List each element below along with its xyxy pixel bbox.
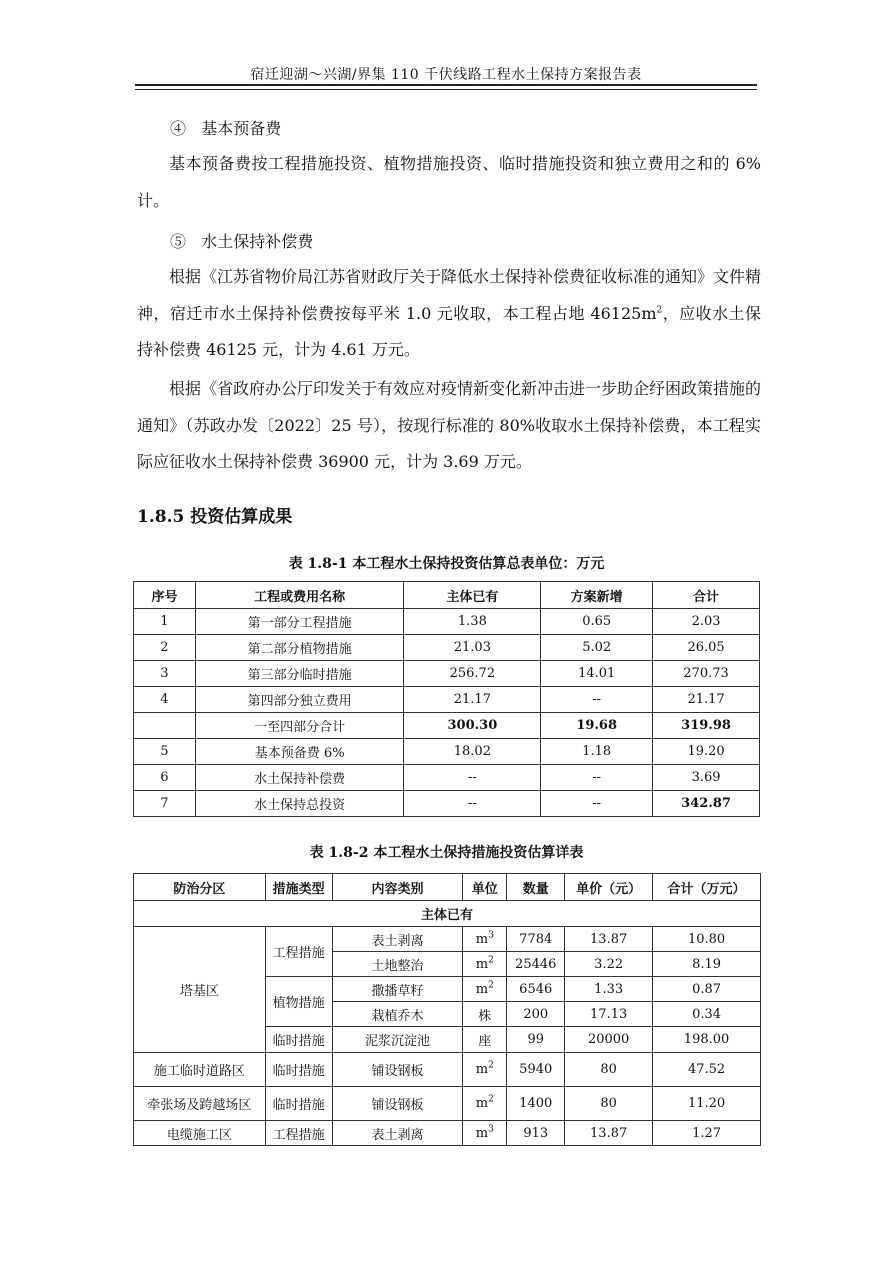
measure-type-cell: 工程措施 [265, 1121, 332, 1146]
unit-cell [463, 952, 507, 977]
table-cell: 3.69 [653, 765, 760, 791]
table-cell: 99 [507, 1027, 565, 1053]
table-row [134, 1053, 761, 1087]
table-cell: 铺设钢板 [332, 1053, 463, 1087]
table-cell: 200 [507, 1002, 565, 1027]
table-cell: -- [404, 765, 541, 791]
table-cell: 铺设钢板 [332, 1087, 463, 1121]
item-5-heading [170, 229, 313, 252]
table2-header-cell: 措施类型 [265, 874, 332, 901]
table-row [134, 765, 760, 791]
table-cell: 13.87 [565, 1121, 653, 1146]
table-cell: 表土剥离 [332, 927, 463, 952]
item-5-text [137, 259, 761, 369]
table-cell: 6 [134, 765, 196, 791]
unit-text: m [475, 1125, 489, 1141]
unit-cell: 座 [463, 1027, 507, 1053]
unit-cell: 株 [463, 1002, 507, 1027]
table-cell: 4 [134, 687, 196, 713]
table2-subheader: 主体已有 [134, 901, 761, 927]
table-row [134, 687, 760, 713]
table-cell: 0.87 [653, 977, 761, 1002]
table-cell: 第一部分工程措施 [195, 609, 404, 635]
table-cell: 1.38 [404, 609, 541, 635]
table-cell: 21.17 [653, 687, 760, 713]
item-4-text: 基本预备费按工程措施投资、植物措施投资、临时措施投资和独立费用之和的 6%计。 [137, 154, 761, 210]
table-cell: 1.18 [541, 739, 653, 765]
table2-caption: 表 1.8-2 本工程水土保持措施投资估算详表 [309, 845, 584, 861]
table-cell: 一至四部分合计 [195, 713, 404, 739]
table-cell: -- [541, 687, 653, 713]
table-cell: 342.87 [653, 791, 760, 817]
unit-text: m [475, 1096, 489, 1111]
table-cell: -- [541, 791, 653, 817]
unit-text: m [475, 956, 489, 972]
table-cell: 14.01 [541, 661, 653, 687]
table-cell: 5.02 [541, 635, 653, 661]
zone-cell: 电缆施工区 [134, 1121, 266, 1146]
table-cell: 19.68 [541, 713, 653, 739]
table-row [134, 1087, 761, 1121]
table1-header-cell: 主体已有 [404, 582, 541, 609]
table2-header-row [134, 874, 761, 901]
table-cell: 1.33 [565, 977, 653, 1002]
table2-header-cell: 数量 [507, 874, 565, 901]
measure-type-cell: 临时措施 [265, 1027, 332, 1053]
item-4-heading [170, 116, 281, 139]
measure-type-cell: 临时措施 [265, 1087, 332, 1121]
table-cell: 0.65 [541, 609, 653, 635]
table-cell: 256.72 [404, 661, 541, 687]
table-cell: 水土保持总投资 [195, 791, 404, 817]
item-4-title: 基本预备费 [201, 119, 282, 138]
item-5-sup: 2 [656, 305, 663, 316]
table-cell: 泥浆沉淀池 [332, 1027, 463, 1053]
unit-cell [463, 977, 507, 1002]
table-row [134, 609, 760, 635]
table-cell [134, 713, 196, 739]
section-heading: 1.8.5 投资估算成果 [137, 507, 293, 527]
table-cell: 栽植乔木 [332, 1002, 463, 1027]
table1-header-cell: 方案新增 [541, 582, 653, 609]
table-cell: 11.20 [653, 1087, 761, 1121]
table-cell: 1.27 [653, 1121, 761, 1146]
measure-type-cell: 工程措施 [265, 927, 332, 977]
table-cell: 第二部分植物措施 [195, 635, 404, 661]
table-row [134, 1121, 761, 1146]
table-cell: 7 [134, 791, 196, 817]
table1-header-cell: 序号 [134, 582, 196, 609]
item-5-text-a: 根据《江苏省物价局江苏省财政厅关于降低水土保持补偿费征收标准的通知》文件精神，宿迁市水土保持补偿费按每平米 1.0 元收取，本工程占地 46125m [137, 267, 762, 323]
zone-cell: 施工临时道路区 [134, 1053, 266, 1087]
table-cell: 第三部分临时措施 [195, 661, 404, 687]
table-cell: 7784 [507, 927, 565, 952]
unit-sup: 3 [488, 930, 494, 941]
unit-cell [463, 927, 507, 952]
unit-cell [463, 1121, 507, 1146]
table-cell: 2.03 [653, 609, 760, 635]
table1-header-row [134, 582, 760, 609]
unit-sup: 2 [488, 1060, 494, 1071]
table-cell: 撒播草籽 [332, 977, 463, 1002]
table-cell: 319.98 [653, 713, 760, 739]
item-5-marker: ⑤ [170, 232, 187, 251]
table-cell: 80 [565, 1053, 653, 1087]
table-cell: 80 [565, 1087, 653, 1121]
table-cell: 17.13 [565, 1002, 653, 1027]
header-rule-thin [135, 89, 757, 90]
table-cell: 2 [134, 635, 196, 661]
unit-sup: 2 [488, 980, 494, 991]
unit-cell [463, 1087, 507, 1121]
investment-summary-table [133, 581, 760, 817]
table-row [134, 739, 760, 765]
table-cell: 8.19 [653, 952, 761, 977]
unit-sup: 2 [488, 955, 494, 966]
table-cell: 270.73 [653, 661, 760, 687]
table-cell: 表土剥离 [332, 1121, 463, 1146]
table-row [134, 635, 760, 661]
table-cell: 18.02 [404, 739, 541, 765]
table-cell: -- [541, 765, 653, 791]
table-cell: 土地整治 [332, 952, 463, 977]
table-cell: 300.30 [404, 713, 541, 739]
table-cell: 913 [507, 1121, 565, 1146]
unit-text: m [475, 931, 489, 947]
table2-subheader-row [134, 901, 761, 927]
table-cell: 水土保持补偿费 [195, 765, 404, 791]
measure-type-cell: 植物措施 [265, 977, 332, 1027]
table2-header-cell: 单价（元） [565, 874, 653, 901]
table2-header-cell: 单位 [463, 874, 507, 901]
table-cell: 6546 [507, 977, 565, 1002]
table-row-total [134, 791, 760, 817]
table-cell: 25446 [507, 952, 565, 977]
unit-text: m [475, 1062, 489, 1077]
table-cell: 20000 [565, 1027, 653, 1053]
table-cell: 5940 [507, 1053, 565, 1087]
item-5-text-b: ，应收水土保持补偿费 46125 元，计为 4.61 万元。 [137, 303, 761, 359]
table-cell: 13.87 [565, 927, 653, 952]
table2-header-cell: 合计（万元） [653, 874, 761, 901]
table-cell: 5 [134, 739, 196, 765]
table-row [134, 661, 760, 687]
table-cell: 21.17 [404, 687, 541, 713]
table-cell: 198.00 [653, 1027, 761, 1053]
table-cell: 1 [134, 609, 196, 635]
page-header-title: 宿迁迎湖～兴湖/界集 110 千伏线路工程水土保持方案报告表 [250, 67, 642, 83]
table-row-subtotal [134, 713, 760, 739]
item-5-title: 水土保持补偿费 [201, 232, 314, 251]
table-row [134, 927, 761, 952]
header-rule-thick [135, 84, 757, 86]
table2-header-cell: 防治分区 [134, 874, 266, 901]
table-cell: 第四部分独立费用 [195, 687, 404, 713]
unit-sup: 3 [488, 1124, 494, 1135]
zone-cell: 塔基区 [134, 927, 266, 1053]
zone-cell: 牵张场及跨越场区 [134, 1087, 266, 1121]
table2-header-cell: 内容类别 [332, 874, 463, 901]
table-cell: 10.80 [653, 927, 761, 952]
unit-sup: 2 [488, 1094, 494, 1105]
unit-cell [463, 1053, 507, 1087]
table-cell: 1400 [507, 1087, 565, 1121]
table-cell: 3 [134, 661, 196, 687]
table-cell: 基本预备费 6% [195, 739, 404, 765]
item-4-marker: ④ [170, 119, 187, 138]
table-cell: 21.03 [404, 635, 541, 661]
unit-text: m [475, 981, 489, 997]
table-cell: 0.34 [653, 1002, 761, 1027]
measures-detail-table [133, 873, 761, 1146]
table-cell: 19.20 [653, 739, 760, 765]
table1-header-cell: 合计 [653, 582, 760, 609]
table-cell: 26.05 [653, 635, 760, 661]
table-cell: 47.52 [653, 1053, 761, 1087]
table-cell: 3.22 [565, 952, 653, 977]
table-cell: -- [404, 791, 541, 817]
table1-caption: 表 1.8-1 本工程水土保持投资估算总表单位：万元 [288, 556, 605, 572]
measure-type-cell: 临时措施 [265, 1053, 332, 1087]
table1-header-cell: 工程或费用名称 [195, 582, 404, 609]
item-5-text-2: 根据《省政府办公厅印发关于有效应对疫情新变化新冲击进一步助企纾困政策措施的通知》（苏政办发〔2022〕25 号），按现行标准的 80%收取水土保持补偿费，本工程实际应征收水土保持补偿费 36900 元，计为 3.69 万元。 [137, 379, 762, 471]
